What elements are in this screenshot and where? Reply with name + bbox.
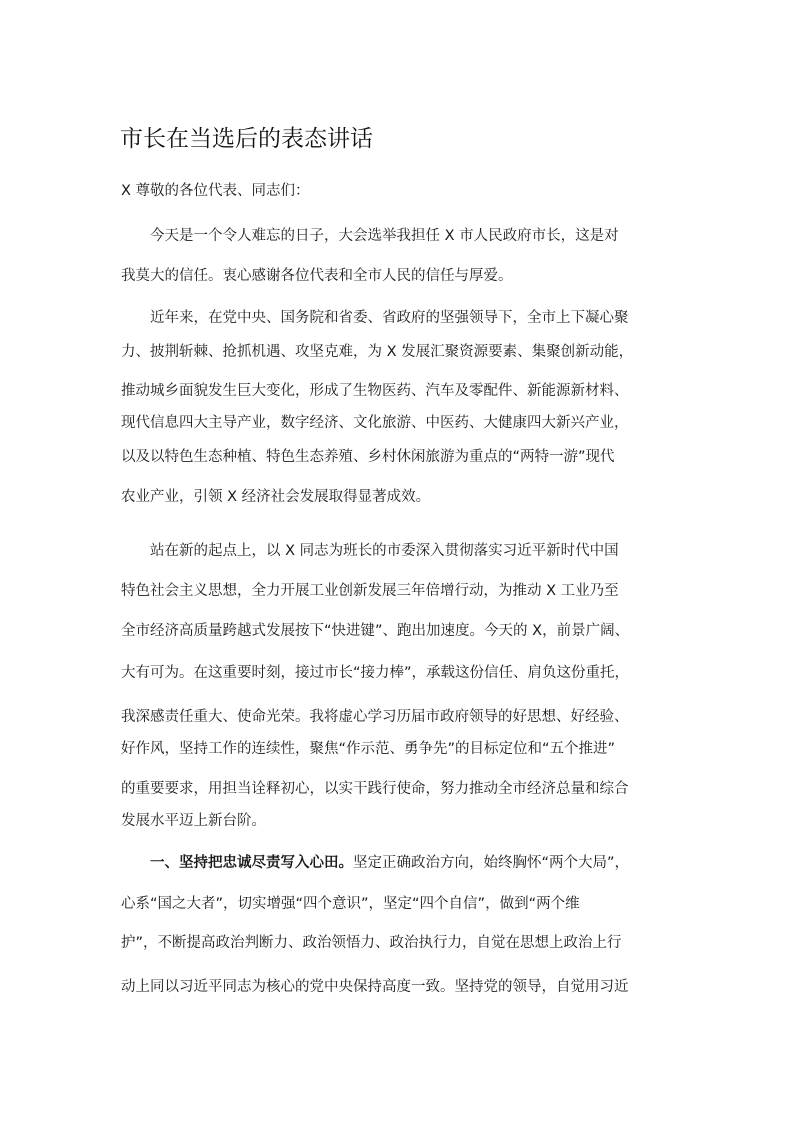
paragraph-line: 以及以特色生态种植、特色生态养殖、乡村休闲旅游为重点的“两特一游”现代 — [121, 449, 615, 465]
paragraph-line: 心系“国之大者”，切实增强“四个意识”，坚定“四个自信”，做到“两个维 — [121, 896, 580, 912]
section-heading: 一、坚持把忠诚尽责写入心田。 — [150, 855, 353, 871]
paragraph-line: 今天是一个令人难忘的日子，大会选举我担任 X 市人民政府市长，这是对 — [150, 228, 619, 244]
paragraph-line: 好作风，坚持工作的连续性，聚焦“作示范、勇争先”的目标定位和“五个推进” — [121, 741, 616, 757]
paragraph-text: 坚定正确政治方向，始终胸怀“两个大局”， — [353, 855, 630, 871]
paragraph-line: 我深感责任重大、使命光荣。我将虚心学习历届市政府领导的好思想、好经验、 — [121, 709, 629, 725]
paragraph-line: 全市经济高质量跨越式发展按下“快进键”、跑出加速度。今天的 X，前景广阔、 — [121, 623, 630, 639]
paragraph-line: 的重要要求，用担当诠释初心，以实干践行使命，努力推动全市经济总量和综合 — [121, 781, 629, 797]
paragraph-line: 护”，不断提高政治判断力、政治领悟力、政治执行力，自觉在思想上政治上行 — [121, 935, 622, 951]
paragraph-line: 特色社会主义思想，全力开展工业创新发展三年倍增行动，为推动 X 工业乃至 — [121, 583, 619, 599]
paragraph-line: 动上同以习近平同志为核心的党中央保持高度一致。坚持党的领导，自觉用习近 — [121, 979, 629, 995]
paragraph-line: 力、披荆斩棘、抢抓机遇、攻坚克难，为 X 发展汇聚资源要素、集聚创新动能， — [121, 344, 634, 360]
paragraph-line: 发展水平迈上新台阶。 — [121, 813, 266, 829]
paragraph-line: 推动城乡面貌发生巨大变化，形成了生物医药、汽车及零配件、新能源新材料、 — [121, 383, 629, 399]
paragraph-line: 农业产业，引领 X 经济社会发展取得显著成效。 — [121, 489, 431, 505]
section-heading-line — [150, 852, 681, 874]
paragraph-line: 大有可为。在这重要时刻，接过市长“接力棒”，承载这份信任、肩负这份重托， — [121, 665, 630, 681]
paragraph-line: 我莫大的信任。衷心感谢各位代表和全市人民的信任与厚爱。 — [121, 268, 513, 284]
salutation: X 尊敬的各位代表、同志们： — [121, 183, 310, 199]
page-title: 市长在当选后的表态讲话 — [120, 126, 373, 152]
paragraph-line: 站在新的起点上，以 X 同志为班长的市委深入贯彻落实习近平新时代中国 — [150, 543, 619, 559]
paragraph-line: 近年来，在党中央、国务院和省委、省政府的坚强领导下，全市上下凝心聚 — [150, 310, 629, 326]
paragraph-line: 现代信息四大主导产业，数字经济、文化旅游、中医药、大健康四大新兴产业， — [121, 415, 629, 431]
